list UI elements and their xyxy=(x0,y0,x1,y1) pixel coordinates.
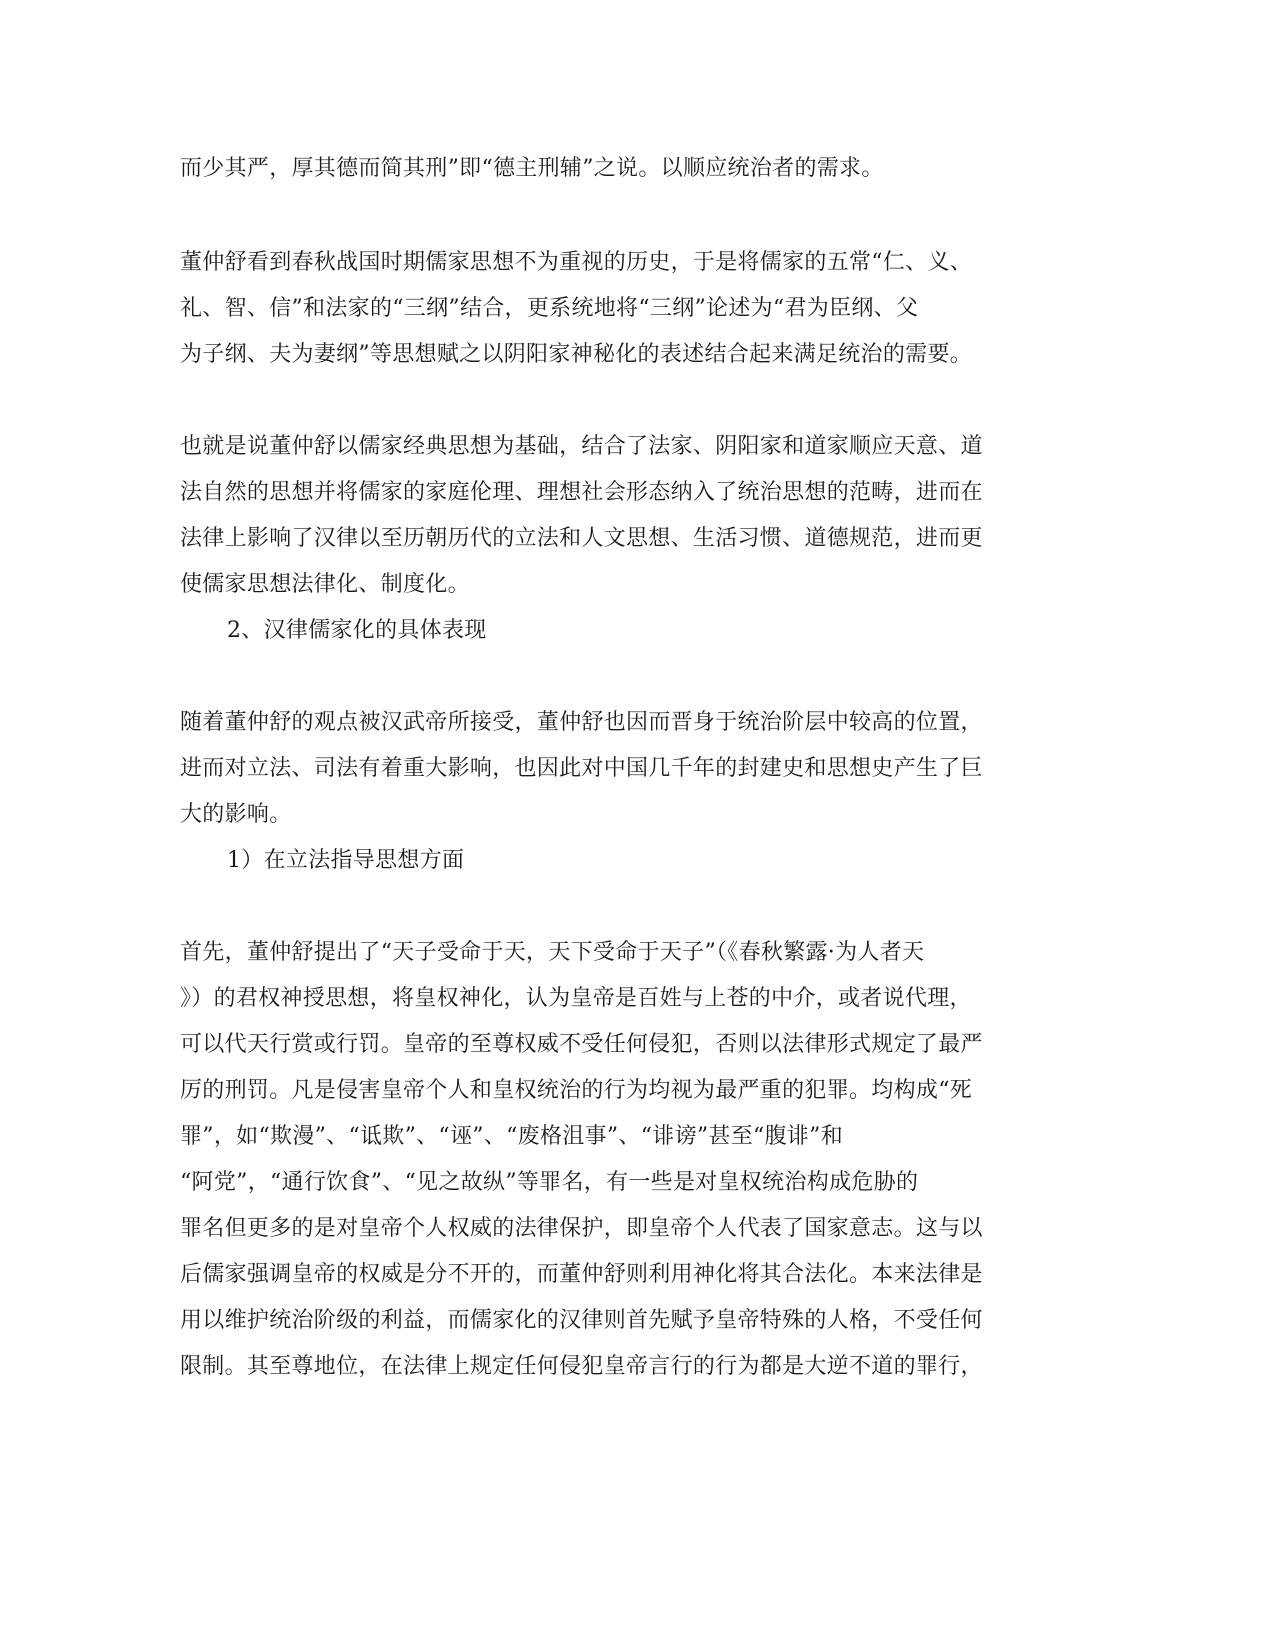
text-line: 罪名但更多的是对皇帝个人权威的法律保护，即皇帝个人代表了国家意志。这与以 xyxy=(180,1216,983,1241)
text-line: 董仲舒看到春秋战国时期儒家思想不为重视的历史，于是将儒家的五常“仁、义、 xyxy=(180,250,973,275)
text-line: 可以代天行赏或行罚。皇帝的至尊权威不受任何侵犯，否则以法律形式规定了最严 xyxy=(180,1032,983,1057)
text-line: 为子纲、夫为妻纲”等思想赋之以阴阳家神秘化的表述结合起来满足统治的需要。 xyxy=(180,342,973,367)
text-line: 进而对立法、司法有着重大影响，也因此对中国几千年的封建史和思想史产生了巨 xyxy=(180,756,983,781)
text-line: 大的影响。 xyxy=(180,802,292,827)
section-heading: 2、汉律儒家化的具体表现 xyxy=(227,618,487,643)
text-line: 》）的君权神授思想，将皇权神化，认为皇帝是百姓与上苍的中介，或者说代理， xyxy=(180,986,972,1011)
text-line: 也就是说董仲舒以儒家经典思想为基础，结合了法家、阴阳家和道家顺应天意、道 xyxy=(180,434,983,459)
text-line: “阿党”，“通行饮食”、“见之故纵”等罪名，有一些是对皇权统治构成危胁的 xyxy=(180,1170,919,1195)
text-line: 法律上影响了汉律以至历朝历代的立法和人文思想、生活习惯、道德规范，进而更 xyxy=(180,526,983,551)
text-line: 使儒家思想法律化、制度化。 xyxy=(180,572,470,597)
text-line: 法自然的思想并将儒家的家庭伦理、理想社会形态纳入了统治思想的范畴，进而在 xyxy=(180,480,983,505)
text-line: 首先，董仲舒提出了“天子受命于天，天下受命于天子”（《春秋繁露·为人者天 xyxy=(180,940,925,965)
text-line: 礼、智、信”和法家的“三纲”结合，更系统地将“三纲”论述为“君为臣纲、父 xyxy=(180,296,919,321)
text-line: 用以维护统治阶级的利益，而儒家化的汉律则首先赋予皇帝特殊的人格，不受任何 xyxy=(180,1308,983,1333)
text-line: 限制。其至尊地位，在法律上规定任何侵犯皇帝言行的行为都是大逆不道的罪行， xyxy=(180,1354,983,1379)
text-line: 厉的刑罚。凡是侵害皇帝个人和皇权统治的行为均视为最严重的犯罪。均构成“死 xyxy=(180,1078,973,1103)
text-line: 罪”，如“欺漫”、“诋欺”、“诬”、“废格沮事”、“诽谤”甚至“腹诽”和 xyxy=(180,1124,844,1149)
text-line: 随着董仲舒的观点被汉武帝所接受，董仲舒也因而晋身于统治阶层中较高的位置， xyxy=(180,710,983,735)
subsection-heading: 1）在立法指导思想方面 xyxy=(227,848,465,873)
text-line: 后儒家强调皇帝的权威是分不开的，而董仲舒则利用神化将其合法化。本来法律是 xyxy=(180,1262,983,1287)
text-line: 而少其严，厚其德而简其刑”即“德主刑辅”之说。以顺应统治者的需求。 xyxy=(180,156,884,181)
